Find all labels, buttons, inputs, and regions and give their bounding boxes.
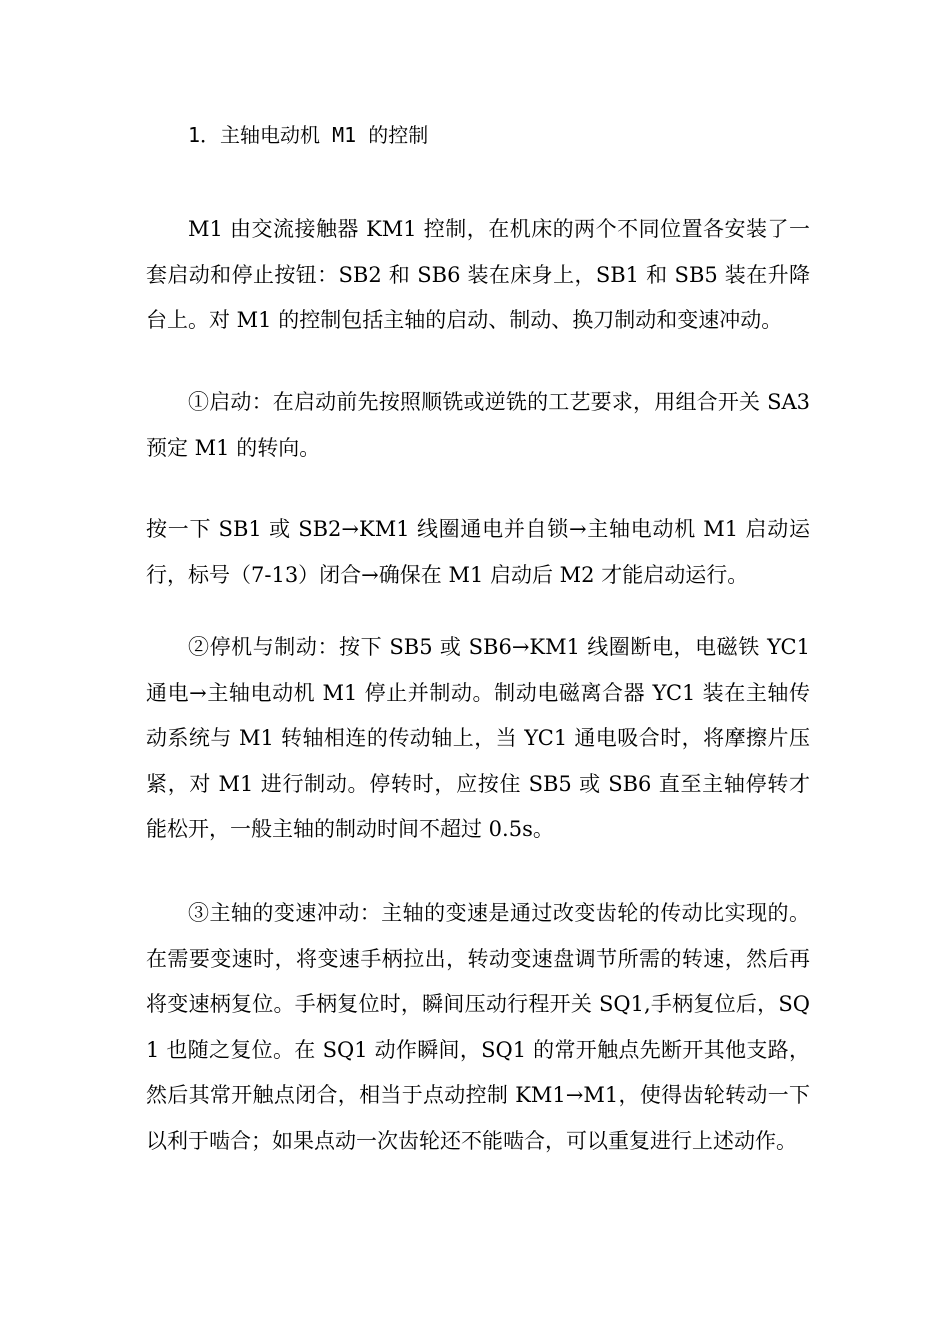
paragraph-start-sequence: 按一下 SB1 或 SB2→KM1 线圈通电并自锁→主轴电动机 M1 启动运行，标号（7-13）闭合→确保在 M1 启动后 M2 才能启动运行。 [146,517,810,587]
paragraph-speed-change-jog: ③主轴的变速冲动：主轴的变速是通过改变齿轮的传动比实现的。在需要变速时，将变速手柄拉出，转动变速盘调节所需的转速，然后再将变速柄复位。手柄复位时，瞬间压动行程开关 SQ1,手柄复位后，SQ1 也随之复位。在 SQ1 动作瞬间，SQ1 的常开触点先断开其他支路，然后其常开触点闭合，相当于点动控制 KM1→M1，使得齿轮转动一下以利于啮合；如果点动一次齿轮还不能啮合，可以重复进行上述动作。 [146,901,810,1153]
paragraph-m1-overview: M1 由交流接触器 KM1 控制，在机床的两个不同位置各安装了一套启动和停止按钮：SB2 和 SB6 装在床身上，SB1 和 SB5 装在升降台上。对 M1 的控制包括主轴的启动、制动、换刀制动和变速冲动。 [146,217,810,332]
section-heading: 1．主轴电动机 M1 的控制 [188,123,429,147]
paragraph-start: ①启动：在启动前先按照顺铣或逆铣的工艺要求，用组合开关 SA3 预定 M1 的转向。 [146,390,810,460]
paragraph-stop-brake: ②停机与制动：按下 SB5 或 SB6→KM1 线圈断电，电磁铁 YC1 通电→主轴电动机 M1 停止并制动。制动电磁离合器 YC1 装在主轴传动系统与 M1 转轴相连的传动轴上，当 YC1 通电吸合时，将摩擦片压紧，对 M1 进行制动。停转时，应按住 SB5 或 SB6 直至主轴停转才能松开，一般主轴的制动时间不超过 0.5s。 [146,635,810,841]
